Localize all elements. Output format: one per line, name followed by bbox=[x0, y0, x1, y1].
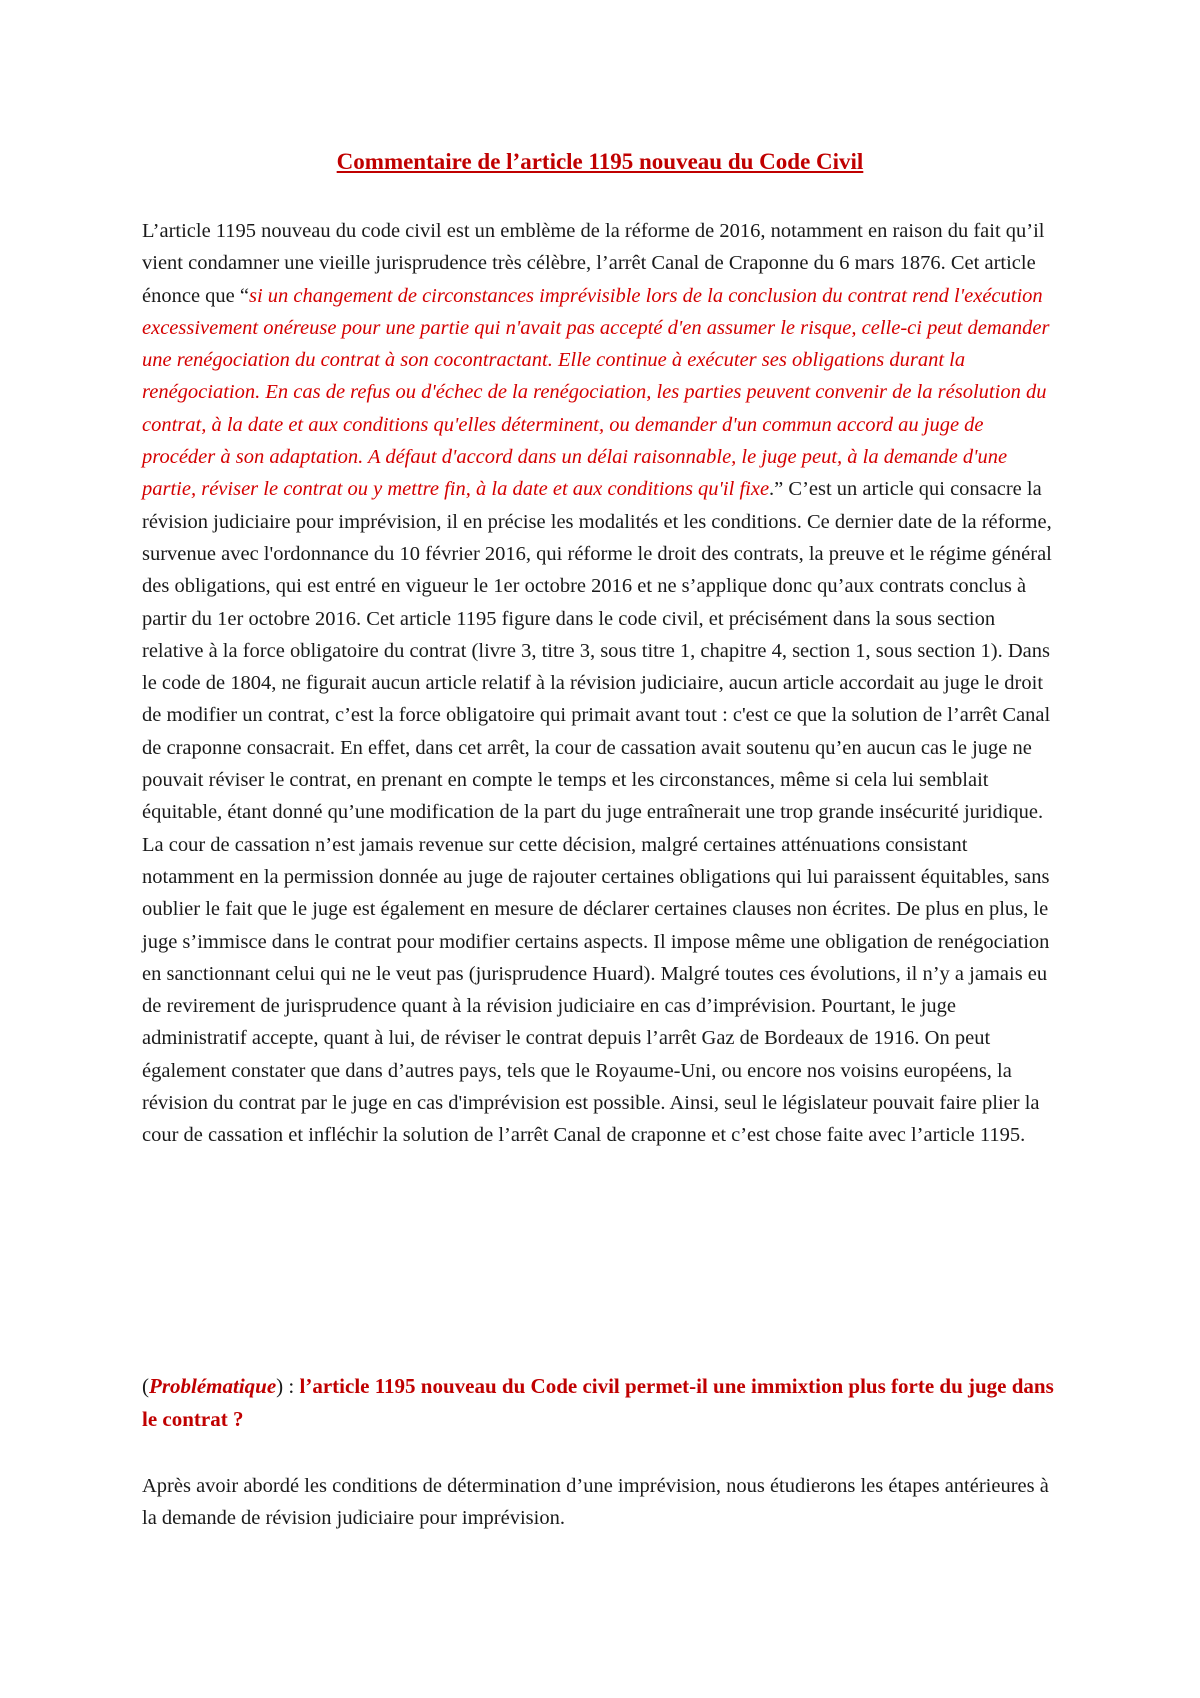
problem-colon: : bbox=[283, 1374, 300, 1398]
article-quote: si un changement de circonstances imprévisible lors de la conclusion du contrat rend l'exécution excessivement onéreuse pour une partie qui n'avait pas accepté d'en assumer le risque, celle-ci peut demander une renégociation du contrat à son cocontractant. Elle continue à exécuter ses obligations durant la renégociation. En cas de refus ou d'échec de la renégociation, les parties peuvent convenir de la résolution du contrat, à la date et aux conditions qu'elles déterminent, ou demander d'un commun accord au juge de procéder à son adaptation. A défaut d'accord dans un délai raisonnable, le juge peut, à la demande d'une partie, réviser le contrat ou y mettre fin, à la date et aux conditions qu'il fixe bbox=[142, 284, 1050, 501]
intro-text: L’article 1195 nouveau du code civil est un emblème de la réforme de 2016, notamment en raison du fait qu’il vient condamner une vieille jurisprudence très célèbre, l’arrêt Canal de Craponne du 6 mars 1876. Cet article énonce que “ bbox=[142, 220, 1045, 307]
problem-close-paren: ) bbox=[276, 1374, 284, 1398]
problem-label: Problématique bbox=[149, 1374, 277, 1398]
document-title: Commentaire de l’article 1195 nouveau du Code Civil bbox=[336, 149, 864, 174]
plan-paragraph: Après avoir abordé les conditions de détermination d’une imprévision, nous étudierons les étapes antérieures à la demande de révision judiciaire pour imprévision. bbox=[142, 1475, 1049, 1530]
problem-open-paren: ( bbox=[142, 1374, 149, 1398]
problem-question: l’article 1195 nouveau du Code civil permet-il une immixtion plus forte du juge dans le contrat ? bbox=[142, 1374, 1054, 1431]
introduction-paragraph bbox=[142, 215, 1060, 1152]
problematique-paragraph bbox=[142, 1370, 1060, 1435]
intro-continuation: .” C’est un article qui consacre la révision judiciaire pour imprévision, il en précise les modalités et les conditions. Ce dernier date de la réforme, survenue avec l'ordonnance du 10 février 2016, qui réforme le droit des contrats, la preuve et le régime général des obligations, qui est entré en vigueur le 1er octobre 2016 et ne s’applique donc qu’aux contrats conclus à partir du 1er octobre 2016. Cet article 1195 figure dans le code civil, et précisément dans la sous section relative à la force obligatoire du contrat (livre 3, titre 3, sous titre 1, chapitre 4, section 1, sous section 1). Dans le code de 1804, ne figurait aucun article relatif à la révision judiciaire, aucun article accordait au juge le droit de modifier un contrat, c’est la force obligatoire qui primait avant tout : c'est ce que la solution de l’arrêt Canal de craponne consacrait. En effet, dans cet arrêt, la cour de cassation avait soutenu qu’en aucun cas le juge ne pouvait réviser le contrat, en prenant en compte le temps et les circonstances, même si cela lui semblait équitable, étant donné qu’une modification de la part du juge entraînerait une trop grande insécurité juridique. La cour de cassation n’est jamais revenue sur cette décision, malgré certaines atténuations consistant notamment en la permission donnée au juge de rajouter certaines obligations qui lui paraissent équitables, sans oublier le fait que le juge est également en mesure de déclarer certaines clauses non écrites. De plus en plus, le juge s’immisce dans le contrat pour modifier certains aspects. Il impose même une obligation de renégociation en sanctionnant celui qui ne le veut pas (jurisprudence Huard). Malgré toutes ces évolutions, il n’y a jamais eu de revirement de jurisprudence quant à la révision judiciaire en cas d’imprévision. Pourtant, le juge administratif accepte, quant à lui, de réviser le contrat depuis l’arrêt Gaz de Bordeaux de 1916. On peut également constater que dans d’autres pays, tels que le Royaume-Uni, ou encore nos voisins européens, la révision du contrat par le juge en cas d'imprévision est possible. Ainsi, seul le législateur pouvait faire plier la cour de cassation et infléchir la solution de l’arrêt Canal de craponne et c’est chose faite avec l’article 1195. bbox=[142, 478, 1052, 1147]
